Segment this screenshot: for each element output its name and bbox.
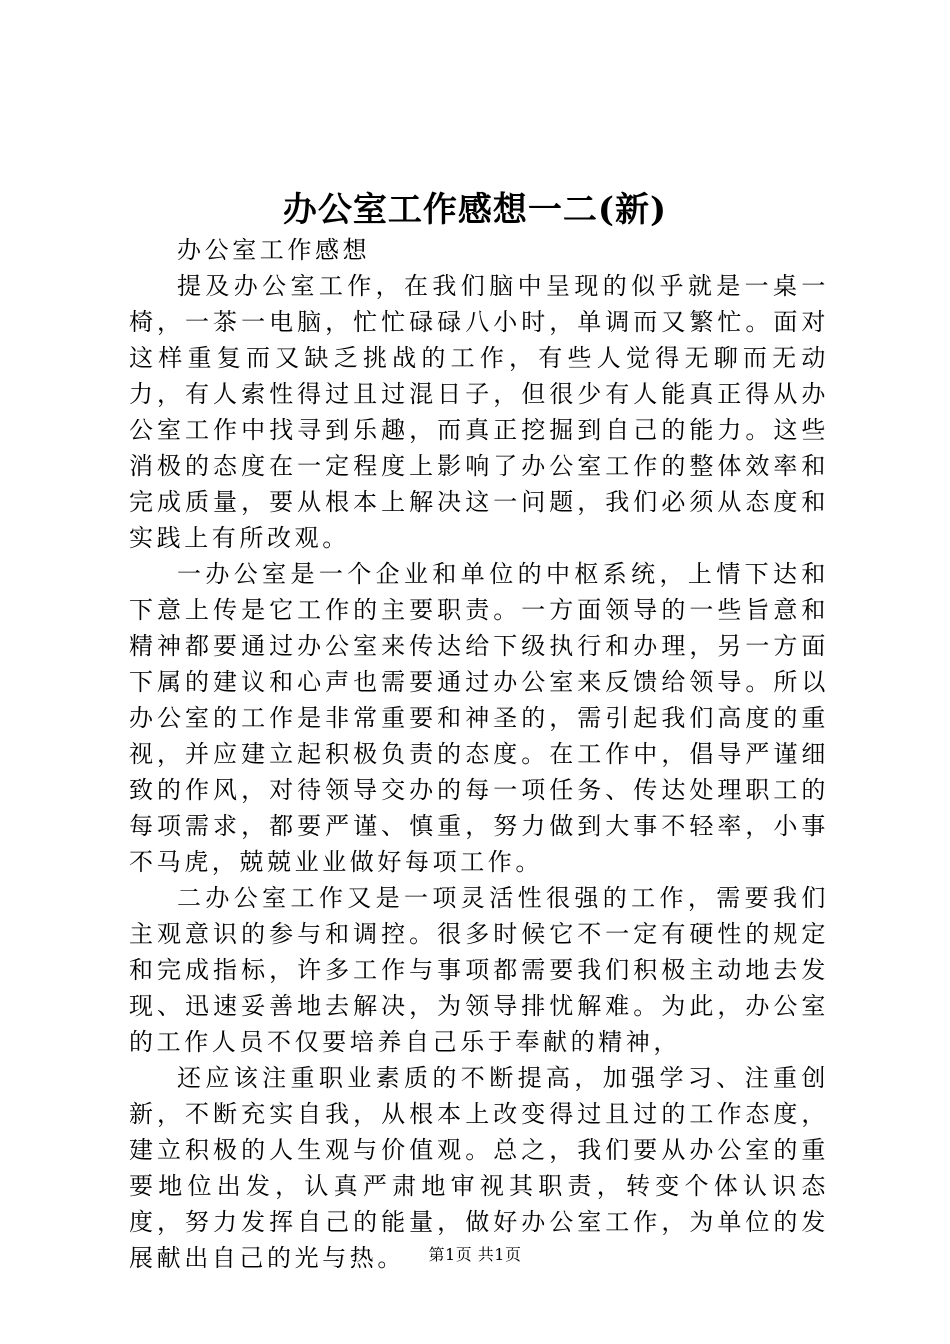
document-body: [129, 232, 829, 1276]
paragraph-intro: 提及办公室工作，在我们脑中呈现的似乎就是一桌一椅，一茶一电脑，忙忙碌碌八小时，单调而又繁忙。面对这样重复而又缺乏挑战的工作，有些人觉得无聊而无动力，有人索性得过且过混日子，但很少有人能真正得从办公室工作中找寻到乐趣，而真正挖掘到自己的能力。这些消极的态度在一定程度上影响了办公室工作的整体效率和完成质量，要从根本上解决这一问题，我们必须从态度和实践上有所改观。: [129, 272, 829, 552]
paragraph-conclusion: 还应该注重职业素质的不断提高，加强学习、注重创新，不断充实自我，从根本上改变得过且过的工作态度，建立积极的人生观与价值观。总之，我们要从办公室的重要地位出发，认真严肃地审视其职责，转变个体认识态度，努力发挥自己的能量，做好办公室工作，为单位的发展献出自己的光与热。: [129, 1064, 829, 1272]
page-footer: 第1页 共1页: [428, 1245, 522, 1264]
paragraph-heading: 办公室工作感想: [177, 236, 371, 264]
paragraph-point-two: 二办公室工作又是一项灵活性很强的工作，需要我们主观意识的参与和调控。很多时候它不一定有硬性的规定和完成指标，许多工作与事项都需要我们积极主动地去发现、迅速妥善地去解决，为领导排忧解难。为此，办公室的工作人员不仅要培养自己乐于奉献的精神，: [129, 884, 829, 1056]
document-title: 办公室工作感想一二(新): [282, 190, 668, 230]
paragraph-point-one: 一办公室是一个企业和单位的中枢系统，上情下达和下意上传是它工作的主要职责。一方面领导的一些旨意和精神都要通过办公室来传达给下级执行和办理，另一方面下属的建议和心声也需要通过办公室来反馈给领导。所以办公室的工作是非常重要和神圣的，需引起我们高度的重视，并应建立起积极负责的态度。在工作中，倡导严谨细致的作风，对待领导交办的每一项任务、传达处理职工的每项需求，都要严谨、慎重，努力做到大事不轻率，小事不马虎，兢兢业业做好每项工作。: [129, 560, 829, 876]
